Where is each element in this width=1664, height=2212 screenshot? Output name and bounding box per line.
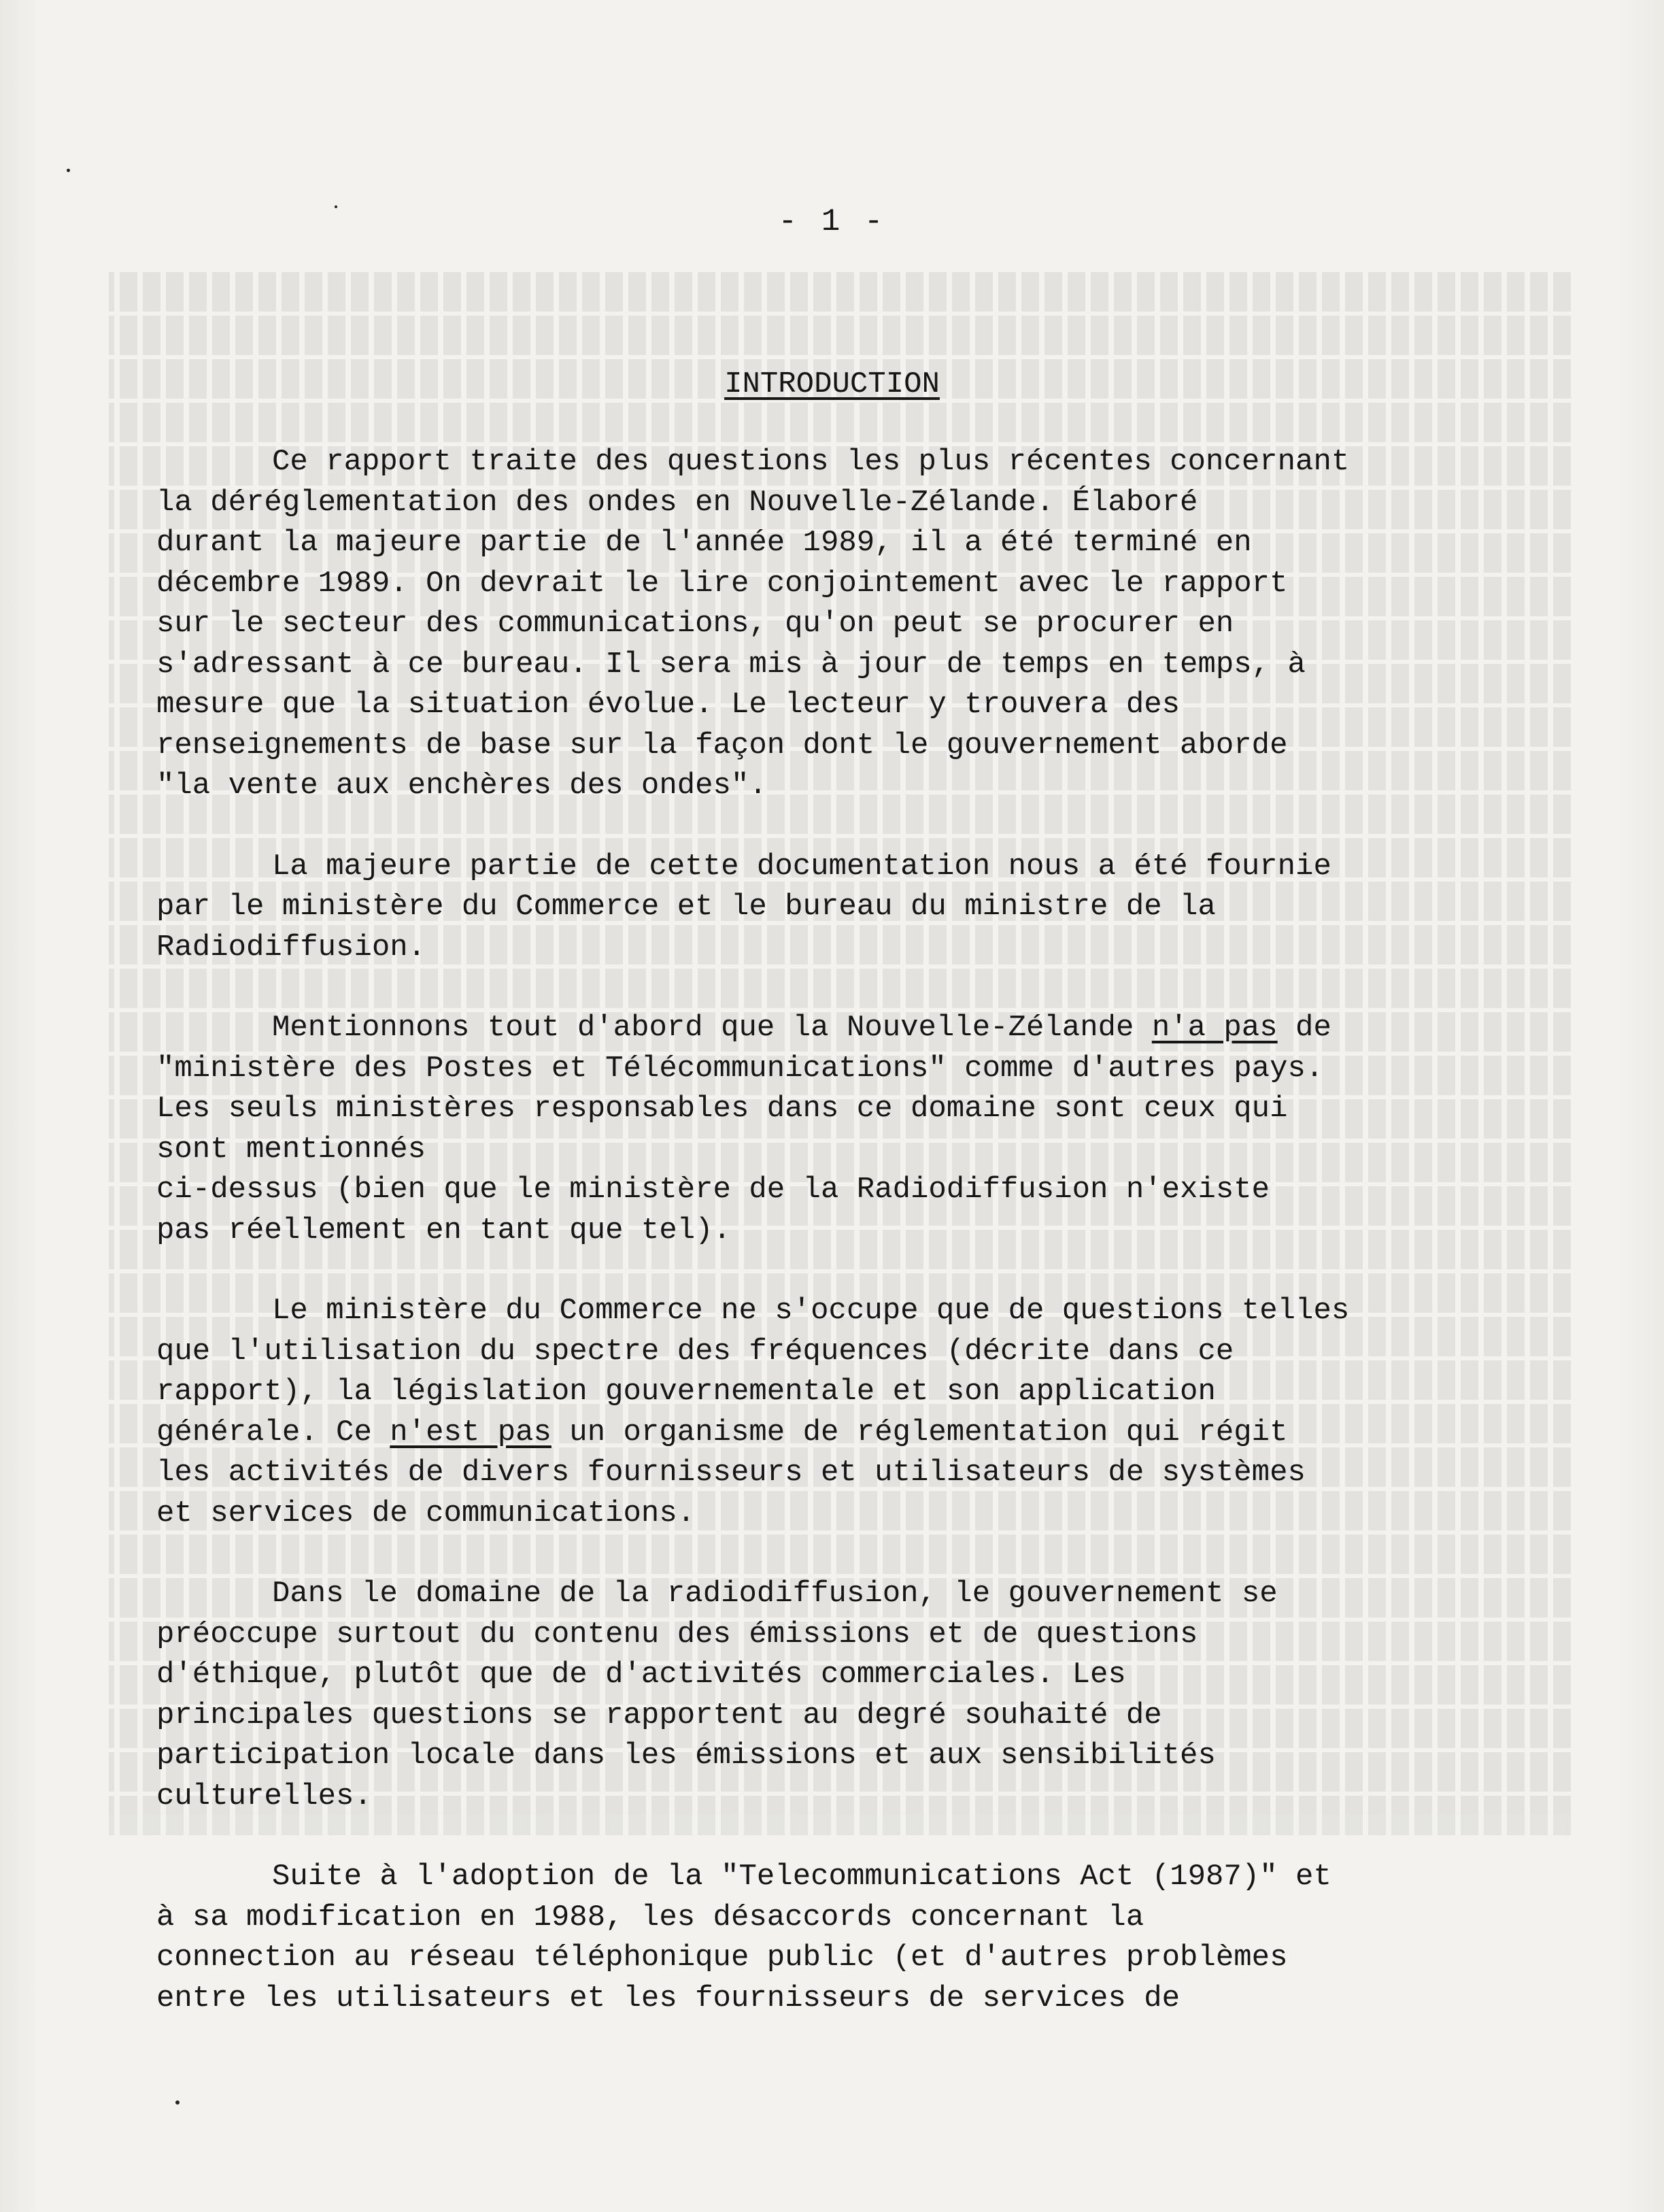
section-heading: [0, 367, 1664, 401]
paragraph-1: Ce rapport traite des questions les plus récentes concernant la déréglementation des ondes en Nouvelle-Zélande. Élaboré durant la majeure partie de l'année 1989, il a été terminé en décembre 1989. On devrait le lire conjointement avec le rapport sur le secteur des communications, qu'on peut se procurer en s'adressant à ce bureau. Il sera mis à jour de temps en temps, à mesure que la situation évolue. Le lecteur y trouvera des renseignements de base sur la façon dont le gouvernement aborde "la vente aux enchères des ondes".: [156, 445, 1350, 803]
paragraph-6: Suite à l'adoption de la "Telecommunications Act (1987)" et à sa modification en 1988, les désaccords concernant la connection au réseau téléphonique public (et d'autres problèmes entre les utilisateurs et les fournisseurs de services de: [156, 1860, 1331, 2015]
page-number: - 1 -: [778, 204, 886, 239]
document-body: [156, 442, 1544, 2019]
section-heading-text: INTRODUCTION: [724, 367, 940, 401]
paragraph-3: Mentionnons tout d'abord que la Nouvelle-Zélande n'a pas de "ministère des Postes et Télécommunications" comme d'autres pays. Les seuls ministères responsables dans ce domaine sont ceux qui sont mentionnés ci-dessus (bien que le ministère de la Radiodiffusion n'existe pas réellement en tant que tel).: [156, 1011, 1331, 1247]
emphasis-underline: n'a pas: [1151, 1011, 1278, 1045]
emphasis-underline: n'est pas: [390, 1415, 551, 1449]
paper-speck: [67, 169, 70, 172]
paragraph-4: Le ministère du Commerce ne s'occupe que de questions telles que l'utilisation du spectre des fréquences (décrite dans ce rapport), la législation gouvernementale et son application générale. Ce n'est pas un organisme de réglementation qui régit les activités de divers fournisseurs et utilisateurs de systèmes et services de communications.: [156, 1294, 1350, 1530]
paragraph-2: La majeure partie de cette documentation nous a été fournie par le ministère du Commerce et le bureau du ministre de la Radiodiffusion.: [156, 849, 1331, 965]
paper-speck: [175, 2100, 180, 2105]
paragraph-5: Dans le domaine de la radiodiffusion, le gouvernement se préoccupe surtout du contenu des émissions et de questions d'éthique, plutôt que de d'activités commerciales. Les principales questions se rapportent au degré souhaité de participation locale dans les émissions et aux sensibilités culturelles.: [156, 1577, 1278, 1813]
